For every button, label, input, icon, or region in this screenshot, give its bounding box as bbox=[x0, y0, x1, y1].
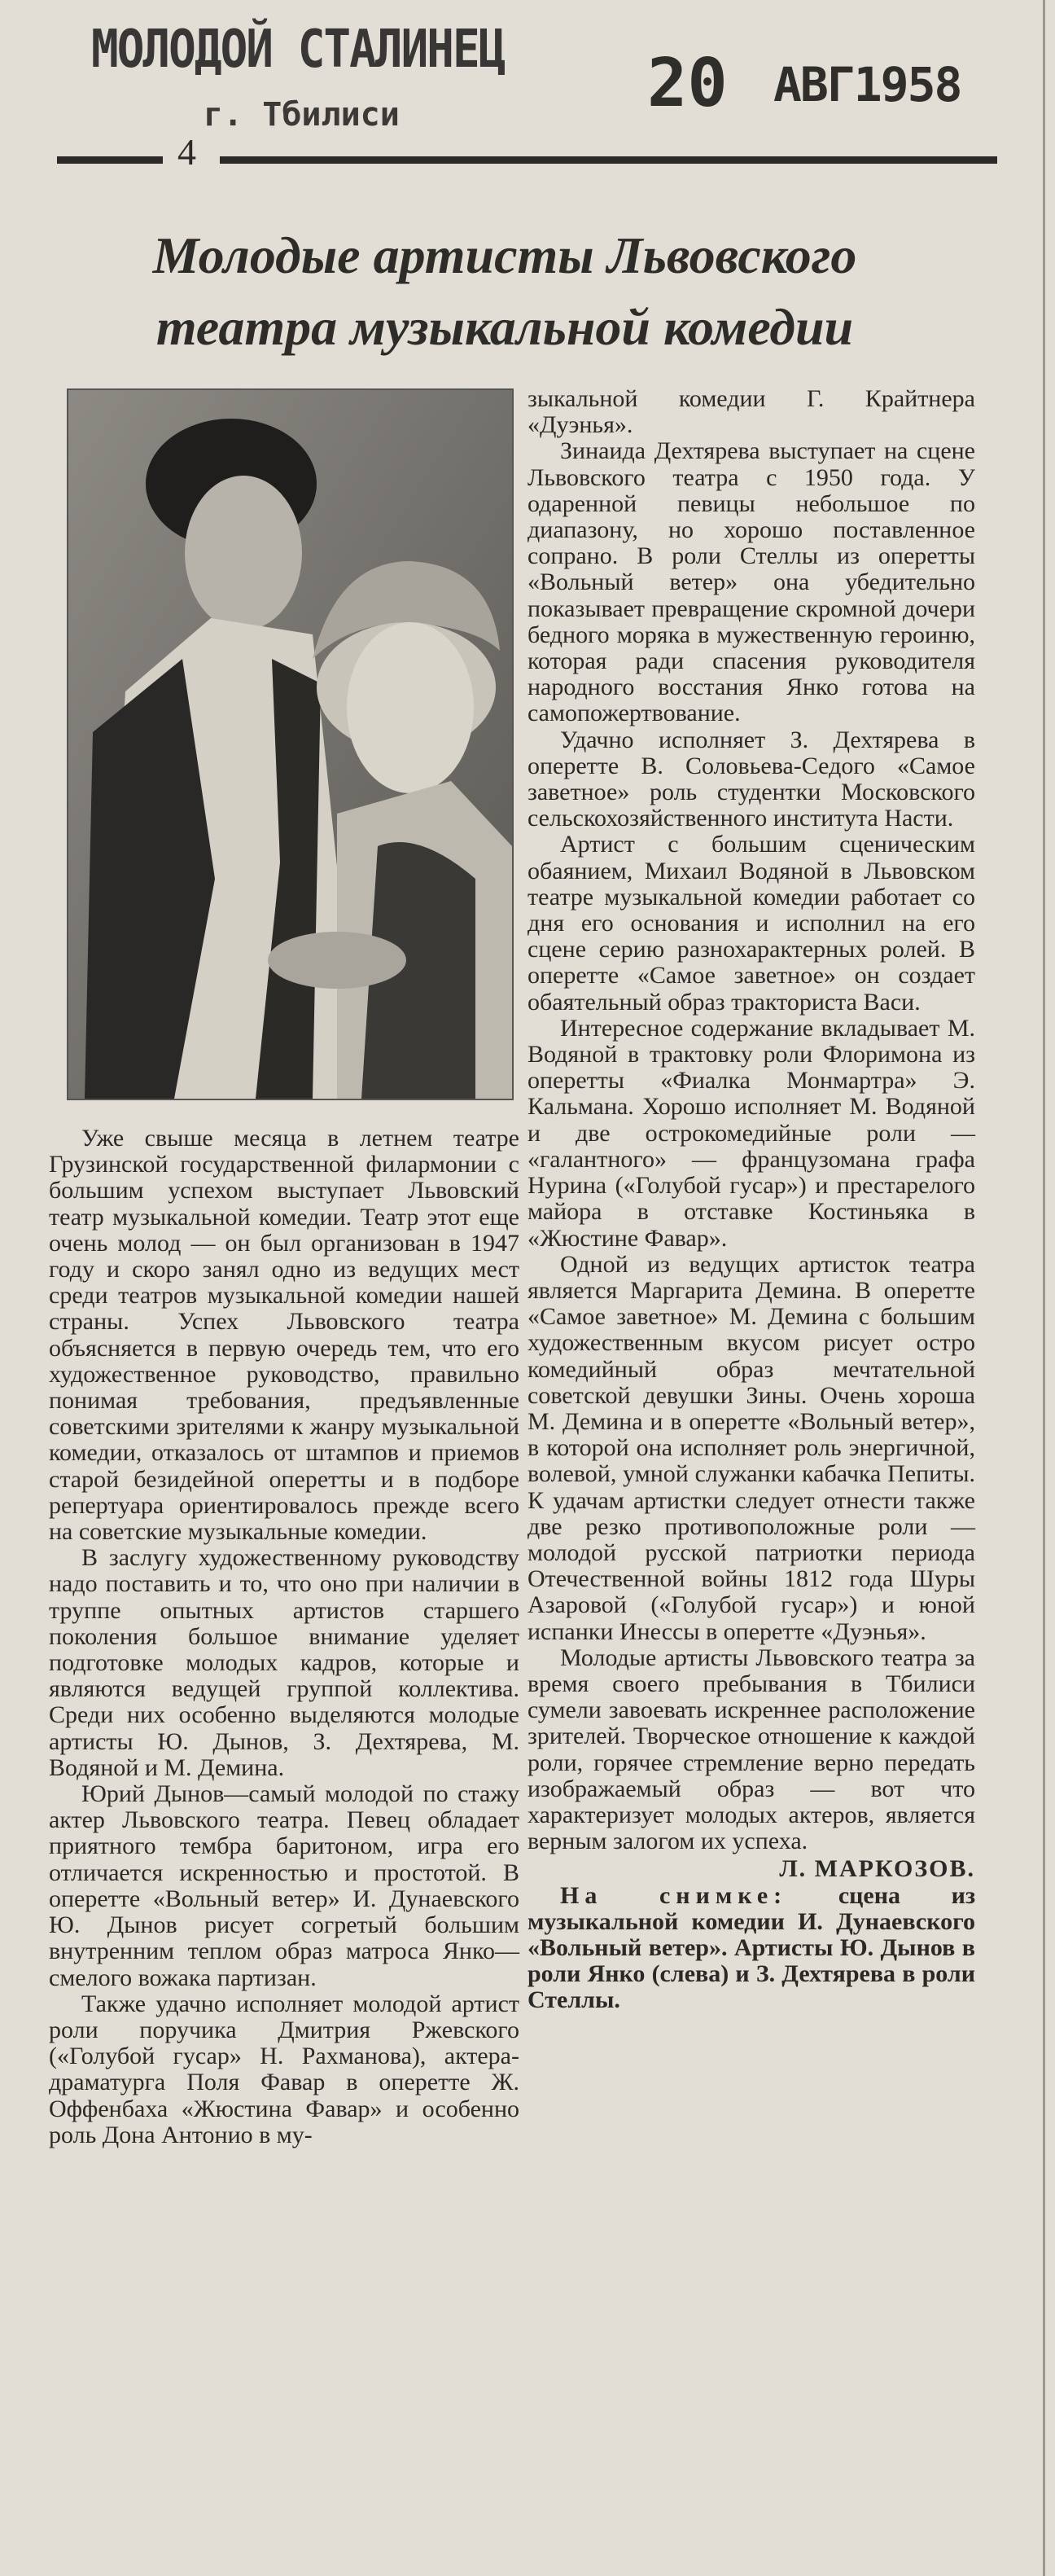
right-paragraph-4: Артист с большим сценическим обаянием, Михаил Водяной в Львовском театре музыкальной комедии работает со дня его основания и исполнил на его сцене серию разнохарактерных ролей. В оперетте «Самое заветное» он создает обаятельный образ тракториста Васи. bbox=[528, 831, 975, 1016]
page-edge-line bbox=[1043, 0, 1045, 2576]
left-paragraph-1: Уже свыше месяца в летнем театре Грузинской государственной филармонии с большим успехом выступает Львовский театр музыкальной комедии. Театр этот еще очень молод — он был организован в 1947 году и скоро занял одно из ведущих мест среди театров музыкальной комедии нашей страны. Успех Львовского театра объясняется в первую очередь тем, что его художественное руководство, правильно понимая требования, предъявленные советскими зрителями к жанру музыкальной комедии, отказалось от штампов и приемов старой безидейной оперетты и в подборе репертуара ориентировалось прежде всего на советские музыкальные комедии. bbox=[49, 1125, 519, 1546]
article-left-column bbox=[49, 1126, 519, 2148]
headline-line-1: Молодые артисты Львовского bbox=[152, 226, 857, 284]
article-headline bbox=[49, 220, 961, 363]
header-rule-right bbox=[220, 156, 997, 164]
right-paragraph-2: Зинаида Дехтярева выступает на сцене Львовского театра с 1950 года. У одаренной певицы небольшое по диапазону, но хорошо поставленное сопрано. В роли Стеллы из оперетты «Вольный ветер» она убедительно показывает превращение скромной дочери бедного моряка в мужественную героиню, которая ради спасения руководителя народного восстания Янко готова на самопожертвование. bbox=[528, 437, 975, 727]
newspaper-name-stamp: МОЛОДОЙ СТАЛИНЕЦ bbox=[91, 19, 505, 80]
header-rule-left bbox=[57, 156, 163, 164]
right-paragraph-3: Удачно исполняет З. Дехтярева в оперетте В. Соловьева-Седого «Самое заветное» роль студентки Московского сельскохозяйственного института Насти. bbox=[528, 726, 975, 832]
right-paragraph-6: Одной из ведущих артисток театра является Маргарита Демина. В оперетте «Самое заветное» М. Демина с большим художественным вкусом рисует остро комедийный образ мечтательной советской девушки Зины. Очень хороша М. Демина и в оперетте «Вольный ветер», в которой она исполняет роль энергичной, волевой, умной служанки кабачка Пепиты. К удачам артистки следует отнести также две резко противоположные роли — молодой русской патриотки периода Отечественной войны 1812 года Шуры Азаровой («Голубой гусар») и юной испанки Инессы в оперетте «Дуэнья». bbox=[528, 1250, 975, 1645]
article-right-column bbox=[528, 386, 975, 2014]
date-day-stamp: 20 bbox=[647, 45, 728, 122]
author-signature: Л. МАРКОЗОВ. bbox=[779, 1855, 975, 1883]
city-stamp: г. Тбилиси bbox=[204, 96, 400, 134]
headline-line-2: театра музыкальной комедии bbox=[155, 298, 854, 356]
left-paragraph-3: Юрий Дынов—самый молодой по стажу актер Львовского театра. Певец обладает приятного тембра баритоном, игра его отличается искренностью и простотой. В оперетте «Вольный ветер» И. Дунаевского Ю. Дынов рисует согретый большим внутренним теплом образ матроса Янко—смелого вожака партизан. bbox=[49, 1780, 519, 1991]
photo-caption bbox=[528, 1883, 975, 2014]
right-paragraph-5: Интересное содержание вкладывает М. Водяной в трактовку роли Флоримона из оперетты «Фиалка Монмартра» Э. Кальмана. Хорошо исполняет М. Водяной и две острокомедийные роли — «галантного» — французомана графа Нурина («Голубой гусар») и престарелого майора в отставке Костиньяка в «Жюстине Фавар». bbox=[528, 1014, 975, 1252]
right-paragraph-7: Молодые артисты Львовского театра за время своего пребывания в Тбилиси сумели завоевать искреннее расположение зрителей. Творческое отношение к каждой роли, горячее стремление верно передать изображаемый образ — вот что характеризует молодых актеров, является верным залогом их успеха. bbox=[528, 1643, 975, 1855]
left-paragraph-2: В заслугу художественному руководству надо поставить и то, что оно при наличии в труппе опытных артистов старшего поколения большое внимание уделяет подготовке молодых кадров, которые и являются ведущей группой коллектива. Среди них особенно выделяются молодые артисты Ю. Дынов, З. Дехтярева, М. Водяной и М. Демина. bbox=[49, 1544, 519, 1781]
caption-label: На снимке: bbox=[560, 1881, 788, 1909]
performance-photo bbox=[67, 388, 514, 1100]
date-month-year-stamp: АВГ1958 bbox=[773, 57, 961, 112]
left-paragraph-4: Также удачно исполняет молодой артист роли поручика Дмитрия Ржевского («Голубой гусар» Н. Рахманова), актера-драматурга Поля Фавар в оперетте Ж. Оффенбаха «Жюстина Фавар» и особенно роль Дона Антонио в му- bbox=[49, 1990, 519, 2148]
page-number: 4 bbox=[177, 131, 196, 173]
caption-text: сцена из музыкальной комедии И. Дунаевского «Вольный ветер». Артисты Ю. Дынов в роли Янко (слева) и З. Дехтярева в роли Стеллы. bbox=[528, 1881, 976, 2014]
right-paragraph-1: зыкальной комедии Г. Крайтнера «Дуэнья». bbox=[528, 385, 975, 439]
